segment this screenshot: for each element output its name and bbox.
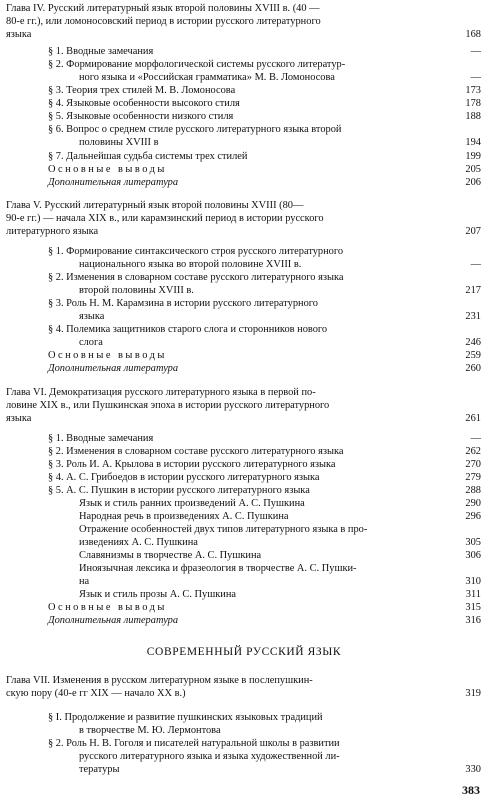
toc-page: 205 <box>465 164 481 175</box>
toc-line: Дополнительная литература <box>48 615 179 626</box>
toc-line: § 5. Языковые особенности низкого стиля <box>48 111 234 122</box>
toc-line: изведениях А. С. Пушкина <box>79 537 198 548</box>
toc-page: 319 <box>465 688 481 699</box>
toc-page: 173 <box>465 85 481 96</box>
toc-line: § 4. Языковые особенности высокого стиля <box>48 98 240 109</box>
page-number: 383 <box>462 783 480 797</box>
toc-line: § 4. Полемика защитников старого слога и сторонников нового <box>48 324 328 335</box>
toc-page: 206 <box>465 177 481 188</box>
toc-line: языка <box>6 413 32 424</box>
toc-line: § 1. Формирование синтаксического строя русского литературного <box>48 246 344 257</box>
toc-line: § 7. Дальнейшая судьба системы трех стилей <box>48 151 248 162</box>
toc-line: § I. Продолжение и развитие пушкинских языковых традиций <box>48 712 323 723</box>
toc-page: 315 <box>465 602 481 613</box>
toc-line: § 3. Роль И. А. Крылова в истории русского литературного языка <box>48 459 336 470</box>
toc-page: 306 <box>465 550 481 561</box>
toc-line: половины XVIII в <box>79 137 159 148</box>
section-heading: СОВРЕМЕННЫЙ РУССКИЙ ЯЗЫК <box>146 646 342 658</box>
toc-line: § 3. Теория трех стилей М. В. Ломоносова <box>48 85 236 96</box>
toc-page: 288 <box>465 485 481 496</box>
toc-line: национального языка во второй половине XVIII в. <box>79 259 302 270</box>
toc-page: 316 <box>465 615 481 626</box>
toc-line: ловине XIX в., или Пушкинская эпоха в истории русского литературного <box>6 400 330 411</box>
toc-page: 305 <box>465 537 481 548</box>
toc-line: Основные выводы <box>48 602 167 613</box>
toc-page: 311 <box>465 589 481 600</box>
toc-line: тературы <box>79 764 120 775</box>
toc-line: в творчестве М. Ю. Лермонтова <box>79 725 221 736</box>
toc-line: Язык и стиль ранних произведений А. С. Пушкина <box>79 498 305 509</box>
toc-page: 261 <box>465 413 481 424</box>
toc-line: § 6. Вопрос о среднем стиле русского литературного языка второй <box>48 124 342 135</box>
toc-page: 207 <box>465 226 481 237</box>
toc-page: 270 <box>465 459 481 470</box>
toc-line: Основные выводы <box>48 350 167 361</box>
toc-line: § 4. А. С. Грибоедов в истории русского литературного языка <box>48 472 320 483</box>
toc-page: 217 <box>465 285 481 296</box>
toc-line: Дополнительная литература <box>48 363 179 374</box>
toc-page: 260 <box>465 363 481 374</box>
toc-line: § 5. А. С. Пушкин в истории русского литературного языка <box>48 485 310 496</box>
toc-page: 262 <box>465 446 481 457</box>
toc-line: русского литературного языка и языка художественной ли- <box>79 751 340 762</box>
toc-line: § 1. Вводные замечания <box>48 433 154 444</box>
toc-page: 188 <box>465 111 481 122</box>
toc-line: Славянизмы в творчестве А. С. Пушкина <box>79 550 262 561</box>
toc-page: — <box>470 259 481 270</box>
toc-page: 296 <box>465 511 481 522</box>
toc-line: Язык и стиль прозы А. С. Пушкина <box>79 589 236 600</box>
toc-line: скую пору (40-е гг XIX — начало XX в.) <box>6 688 186 699</box>
toc-page: — <box>470 433 481 444</box>
toc-page: 259 <box>465 350 481 361</box>
toc-line: языка <box>79 311 105 322</box>
toc-line: § 2. Изменения в словарном составе русского литературного языка <box>48 272 344 283</box>
toc-line: языка <box>6 29 32 40</box>
toc-page: — <box>470 46 481 57</box>
toc-page: 199 <box>465 151 481 162</box>
toc-page: 231 <box>465 311 481 322</box>
toc-line: второй половины XVIII в. <box>79 285 194 296</box>
toc-page: 290 <box>465 498 481 509</box>
toc-line: Глава VII. Изменения в русском литературном языке в послепушкин- <box>6 675 313 686</box>
toc-line: § 2. Изменения в словарном составе русского литературного языка <box>48 446 344 457</box>
toc-line: слога <box>79 337 103 348</box>
toc-line: Глава IV. Русский литературный язык второй половины XVIII в. (40 — <box>6 3 320 14</box>
toc-line: Основные выводы <box>48 164 167 175</box>
toc-line: 90-е гг.) — начала XIX в., или карамзинский период в истории русского <box>6 213 324 224</box>
toc-line: § 2. Формирование морфологической системы русского литератур- <box>48 59 346 70</box>
toc-line: § 1. Вводные замечания <box>48 46 154 57</box>
toc-page: 330 <box>465 764 481 775</box>
toc-line: § 2. Роль Н. В. Гоголя и писателей натуральной школы в развитии <box>48 738 340 749</box>
toc-page: 178 <box>465 98 481 109</box>
toc-line: Дополнительная литература <box>48 177 179 188</box>
toc-line: § 3. Роль Н. М. Карамзина в истории русского литературного <box>48 298 319 309</box>
toc-line: Иноязычная лексика и фразеология в творчестве А. С. Пушки- <box>79 563 357 574</box>
toc-page: — <box>470 72 481 83</box>
toc-line: 80-е гг.), или ломоносовский период в истории русского литературного <box>6 16 321 27</box>
toc-line: Глава VI. Демократизация русского литературного языка в первой по- <box>6 387 316 398</box>
toc-page: 194 <box>465 137 481 148</box>
toc-line: литературного языка <box>6 226 99 237</box>
toc-page: 279 <box>465 472 481 483</box>
toc-line: на <box>79 576 90 587</box>
toc-line: ного языка и «Российская грамматика» М. В. Ломоносова <box>79 72 335 83</box>
toc-page: 310 <box>465 576 481 587</box>
toc-page: 246 <box>465 337 481 348</box>
toc-line: Народная речь в произведениях А. С. Пушкина <box>79 511 289 522</box>
toc-line: Отражение особенностей двух типов литературного языка в про- <box>79 524 368 535</box>
toc-page: 168 <box>465 29 481 40</box>
toc-line: Глава V. Русский литературный язык второй половины XVIII (80— <box>6 200 304 211</box>
